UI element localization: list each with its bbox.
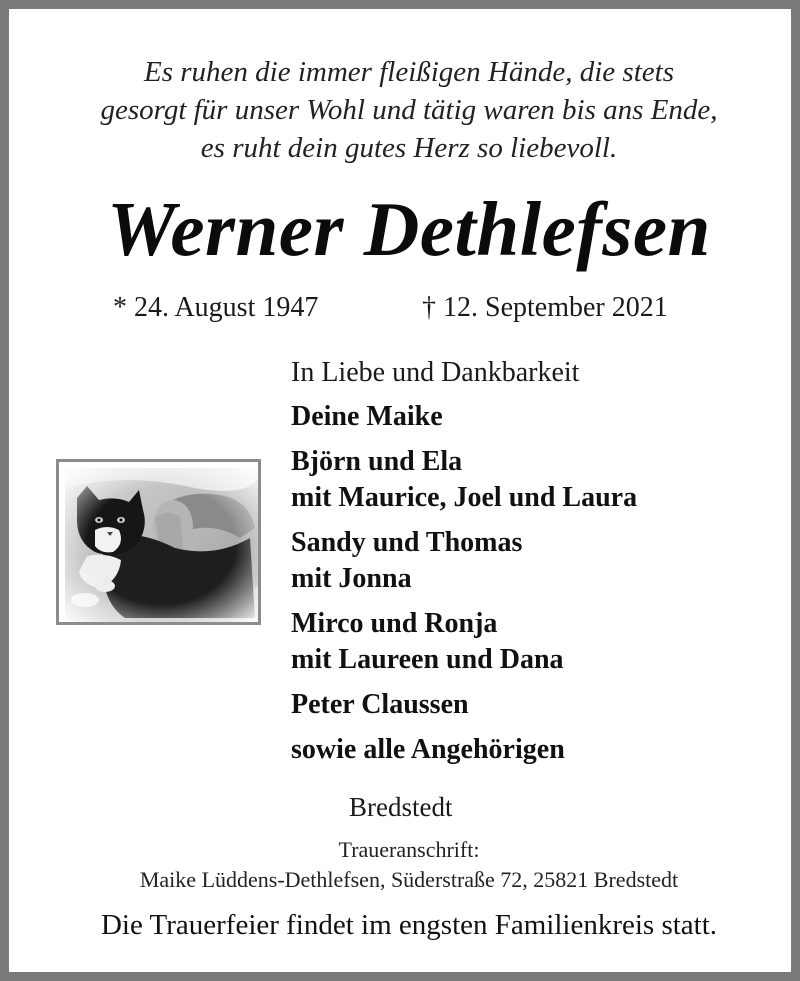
memorial-photo	[56, 459, 261, 625]
poem-line: es ruht dein gutes Herz so liebevoll.	[200, 132, 618, 164]
address-label: Traueranschrift:	[338, 837, 480, 862]
mourner-group	[291, 606, 791, 678]
deceased-name: Werner Dethlefsen	[107, 186, 711, 272]
mourner-group	[291, 687, 791, 723]
poem-line: gesorgt für unser Wohl und tätig waren bis ans Ende,	[100, 94, 718, 126]
mourner-group	[291, 399, 791, 435]
family-location: Bredstedt	[349, 792, 453, 822]
birth-date: * 24. August 1947	[113, 292, 319, 323]
mourners-block	[291, 355, 791, 777]
condolence-address	[9, 835, 800, 895]
mourner-line: mit Jonna	[291, 563, 412, 594]
funeral-note: Die Trauerfeier findet im engsten Familienkreis statt.	[100, 909, 718, 941]
address-line: Maike Lüddens-Dethlefsen, Süderstraße 72, 25821 Bredstedt	[139, 867, 679, 892]
poem-line: Es ruhen die immer fleißigen Hände, die stets	[144, 56, 674, 88]
memorial-poem	[9, 53, 800, 167]
mourner-group	[291, 444, 791, 516]
mourner-line: sowie alle Angehörigen	[291, 734, 565, 765]
death-date: † 12. September 2021	[422, 292, 668, 323]
mourner-group	[291, 732, 791, 768]
mourner-line: mit Maurice, Joel und Laura	[291, 482, 638, 513]
mourner-line: Peter Claussen	[291, 689, 469, 720]
mourner-line: Mirco und Ronja	[291, 608, 498, 639]
mourner-group	[291, 525, 791, 597]
mourner-line: mit Laureen und Dana	[291, 644, 564, 675]
cat-photo-image	[65, 468, 258, 622]
mourner-line: Björn und Ela	[291, 446, 463, 477]
mourners-intro: In Liebe und Dankbarkeit	[291, 357, 580, 388]
mourner-line: Deine Maike	[291, 401, 443, 432]
mourner-line: Sandy und Thomas	[291, 527, 523, 558]
